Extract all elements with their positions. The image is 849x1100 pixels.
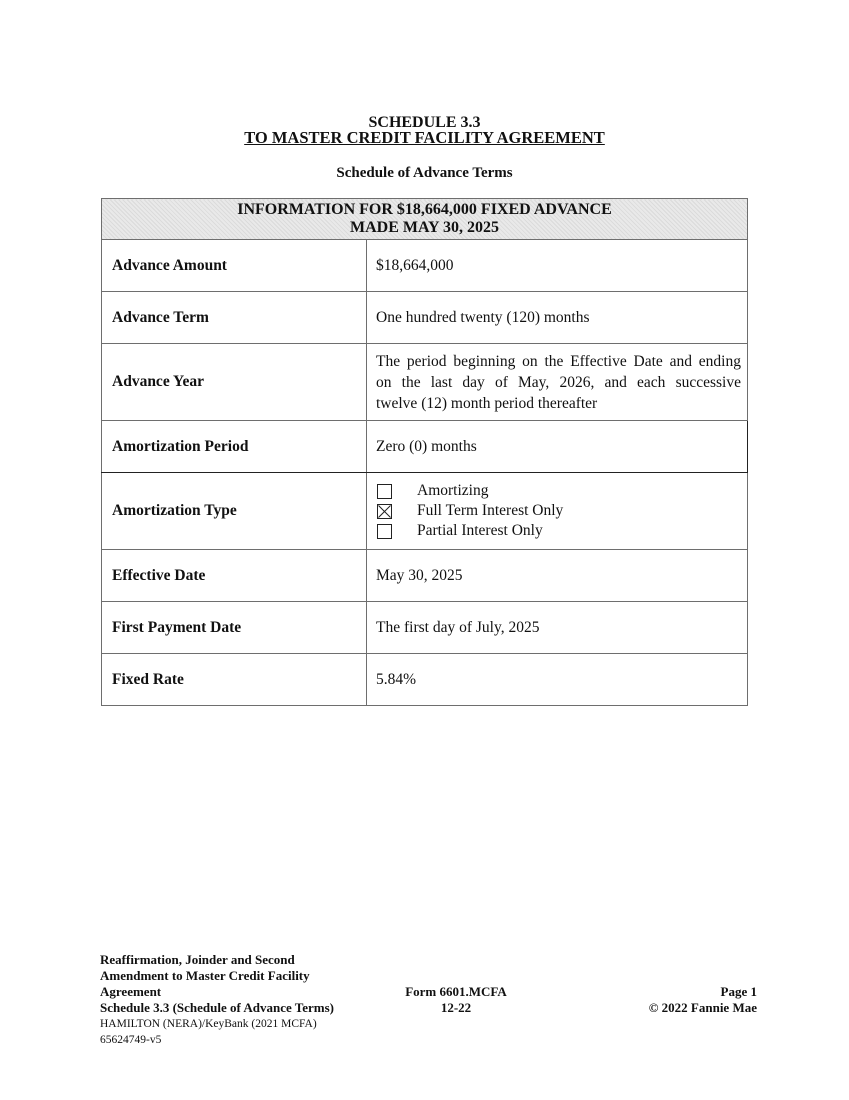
table-row (102, 602, 748, 654)
option-amortizing-label: Amortizing (417, 482, 489, 499)
footer-line: Agreement (100, 984, 162, 999)
advance-year-line-2: on the last day of May, 2026, and each successive (376, 373, 741, 391)
effective-date-label: Effective Date (102, 550, 367, 602)
option-partial-interest-only-label: Partial Interest Only (417, 522, 543, 539)
advance-term-value: One hundred twenty (120) months (367, 292, 748, 344)
banner-line-1: INFORMATION FOR $18,664,000 FIXED ADVANCE (237, 201, 612, 218)
first-payment-date-label: First Payment Date (102, 602, 367, 654)
footer-form-number: Form 6601.MCFA (405, 984, 507, 999)
table-row (102, 344, 748, 421)
amortization-period-label: Amortization Period (102, 421, 367, 473)
footer-copyright: © 2022 Fannie Mae (648, 1000, 757, 1015)
schedule-title: Schedule of Advance Terms (336, 165, 513, 181)
table-row (102, 292, 748, 344)
advance-year-value (367, 344, 748, 421)
banner-row (102, 199, 748, 240)
footer-form-info (400, 984, 512, 1016)
footer-form-date: 12-22 (440, 1000, 472, 1015)
advance-amount-label: Advance Amount (102, 240, 367, 292)
banner-cell (102, 199, 748, 240)
banner-line-2: MADE MAY 30, 2025 (349, 219, 500, 236)
footer-line: Schedule 3.3 (Schedule of Advance Terms) (100, 1000, 335, 1015)
first-payment-date-value: The first day of July, 2025 (367, 602, 748, 654)
table-row (102, 550, 748, 602)
advance-year-line-1: The period beginning on the Effective Date and ending (376, 352, 741, 370)
footer-line: Reaffirmation, Joinder and Second (100, 952, 295, 967)
advance-amount-value: $18,664,000 (367, 240, 748, 292)
amortization-period-value: Zero (0) months (367, 421, 748, 473)
effective-date-value: May 30, 2025 (367, 550, 748, 602)
table-row (102, 421, 748, 473)
option-full-term-interest-only (376, 501, 741, 521)
checkbox-full-term-interest-only[interactable] (377, 504, 392, 519)
footer-document-info (100, 952, 334, 1048)
fixed-rate-label: Fixed Rate (102, 654, 367, 706)
checkbox-amortizing[interactable] (377, 484, 392, 499)
table-row (102, 240, 748, 292)
schedule-subtitle (0, 128, 849, 148)
table-row (102, 473, 748, 550)
schedule-subtitle-text: TO MASTER CREDIT FACILITY AGREEMENT (244, 128, 605, 147)
footer-page-info (600, 984, 757, 1016)
schedule-number: SCHEDULE 3.3 (368, 114, 481, 131)
footer-line: Amendment to Master Credit Facility (100, 968, 310, 983)
advance-year-label: Advance Year (102, 344, 367, 421)
option-partial-interest-only (376, 521, 741, 541)
advance-year-line-3: twelve (12) month period thereafter (376, 394, 598, 412)
footer-line-small: 65624749-v5 (100, 1034, 162, 1046)
table-row (102, 654, 748, 706)
advance-terms-table (101, 198, 748, 706)
option-full-term-interest-only-label: Full Term Interest Only (417, 502, 564, 519)
advance-term-label: Advance Term (102, 292, 367, 344)
amortization-type-label: Amortization Type (102, 473, 367, 550)
footer-page-number: Page 1 (720, 984, 757, 999)
option-amortizing (376, 481, 741, 501)
checkbox-partial-interest-only[interactable] (377, 524, 392, 539)
fixed-rate-value: 5.84% (367, 654, 748, 706)
footer-line-small: HAMILTON (NERA)/KeyBank (2021 MCFA) (100, 1018, 317, 1030)
amortization-type-options (367, 473, 748, 550)
